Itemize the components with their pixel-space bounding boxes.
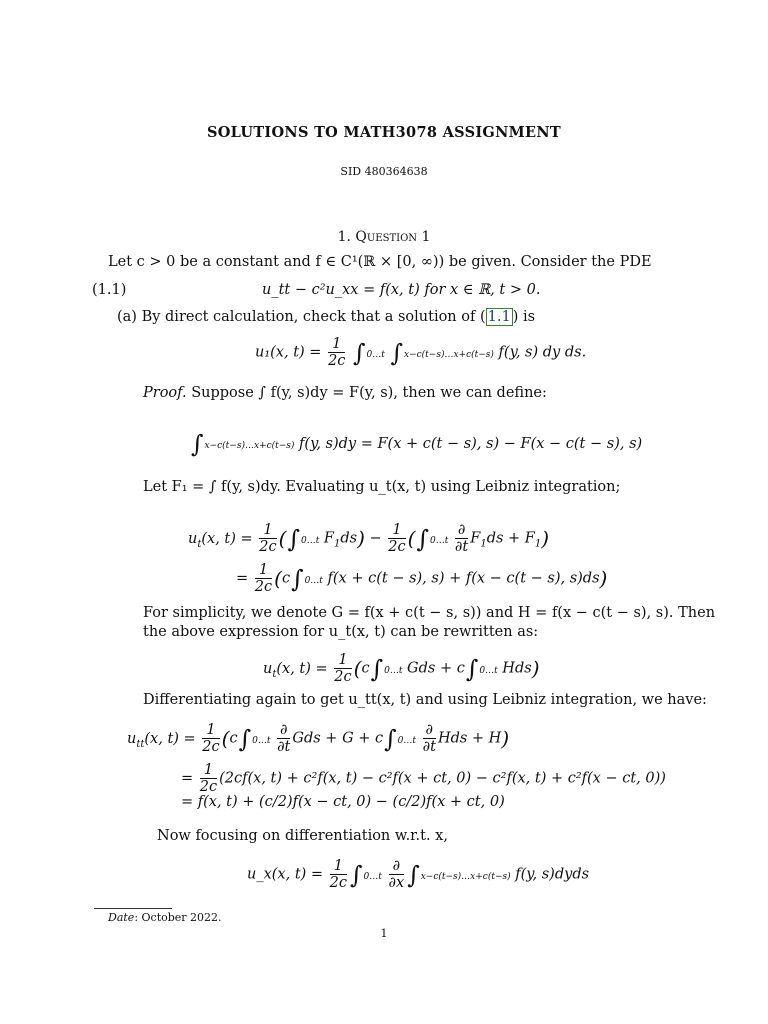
footnote-divider xyxy=(94,908,172,909)
equation-reference-link[interactable]: 1.1 xyxy=(487,309,511,325)
section-number: 1. xyxy=(337,229,351,245)
ut-line-1: $u_t(x$, t) = $\frac{1}{2c}$ (∫0…t $F_1ds$) − $\frac{1}{2c}$ (∫0…t $\frac{\partial}{\partial t}$ $F_1ds + F_1$) xyxy=(188,522,550,555)
equation-main: u_tt − c²u_xx = f(x, t) for x ∈ ℝ, t > 0. xyxy=(262,282,541,298)
ux-rhs: f(y, s)dyds xyxy=(515,866,590,883)
page-title: SOLUTIONS TO MATH3078 ASSIGNMENT xyxy=(206,124,562,141)
ut-rewritten: $u_t(x$, t) = $\frac{1}{2c}$ (c∫0…t Gds + c∫0…t Hds) xyxy=(263,652,540,685)
u1-lhs: u₁(x, t) = xyxy=(255,344,322,361)
intro-paragraph: Let c > 0 be a constant and f ∈ C¹(ℝ × [0, ∞)) be given. Consider the PDE xyxy=(108,254,652,270)
proof-text: Suppose ∫ f(y, s)dy = F(y, s), then we can define: xyxy=(191,385,547,401)
proof-intro xyxy=(143,384,547,403)
integral-sign: ∫ xyxy=(353,338,366,367)
part-a-prefix: (a) By direct calculation, check that a solution of ( xyxy=(117,309,486,325)
fraction-1-over-2c: $\frac{1}{2c}$ xyxy=(328,336,346,369)
diff-again-sentence: Differentiating again to get u_tt(x, t) and using Leibniz integration, we have: xyxy=(143,692,707,708)
ut-line-2: = $\frac{1}{2c}$ (c∫0…t f(x + c(t − s), s) + f(x − c(t − s), s)ds) xyxy=(236,562,608,595)
section-title: Question 1 xyxy=(355,229,431,245)
part-a-suffix: ) is xyxy=(512,309,536,325)
ux-formula: u_x(x, t) = $\frac{1}{2c}$ ∫0…t $\frac{\partial}{\partial x}$ ∫x−c(t−s)…x+c(t−s) f(y, s)dyds xyxy=(247,858,590,891)
F-definition: ∫x−c(t−s)…x+c(t−s) f(y, s)dy = F(x + c(t − s), s) − F(x − c(t − s), s) xyxy=(191,430,643,458)
utt-line-2-text: (2cf(x, t) + c²f(x, t) − c²f(x + ct, 0) − c²f(x, t) + c²f(x − ct, 0)) xyxy=(219,770,666,787)
footnote-text: : October 2022. xyxy=(134,911,222,924)
student-id: SID 480364638 xyxy=(340,165,428,178)
part-a-statement xyxy=(117,308,535,327)
utt-line-2: = $\frac{1}{2c}$ (2cf(x, t) + c²f(x, t) − c²f(x + ct, 0) − c²f(x, t) + c²f(x − ct, 0)) xyxy=(181,762,666,795)
let-F1-sentence: Let F₁ = ∫ f(y, s)dy. Evaluating u_t(x, t) using Leibniz integration; xyxy=(143,479,621,495)
section-heading xyxy=(0,229,768,245)
proof-label: Proof. xyxy=(143,385,187,401)
simplicity-line-1: For simplicity, we denote G = f(x + c(t − s, s)) and H = f(x − c(t − s), s). Then xyxy=(143,605,716,621)
utt-line-3: = f(x, t) + (c/2)f(x − ct, 0) − (c/2)f(x + ct, 0) xyxy=(181,794,505,810)
F-definition-rhs: f(y, s)dy = F(x + c(t − s), s) − F(x − c(t − s), s) xyxy=(299,436,643,452)
equation-label: (1.1) xyxy=(92,282,127,298)
utt-line-1: $u_{tt}(x$, t) = $\frac{1}{2c}$ (c∫0…t $\frac{\partial}{\partial t}$ Gds + G + c∫0…t $\frac{\partial}{\partial t}$ Hds + H) xyxy=(127,722,510,755)
page-number: 1 xyxy=(380,927,388,940)
ux-lhs: u_x(x, t) = xyxy=(247,866,324,883)
integral-sign: ∫ xyxy=(191,430,204,458)
now-focus-sentence: Now focusing on differentiation w.r.t. x, xyxy=(157,828,448,844)
integral-sign: ∫ xyxy=(390,338,404,367)
footnote xyxy=(108,911,222,924)
simplicity-line-2: the above expression for u_t(x, t) can be rewritten as: xyxy=(143,624,539,640)
u1-formula: u₁(x, t) = $\frac{1}{2c}$ ∫0…t ∫x−c(t−s)…x+c(t−s) f(y, s) dy ds. xyxy=(255,336,587,369)
footnote-label: Date xyxy=(108,911,135,924)
